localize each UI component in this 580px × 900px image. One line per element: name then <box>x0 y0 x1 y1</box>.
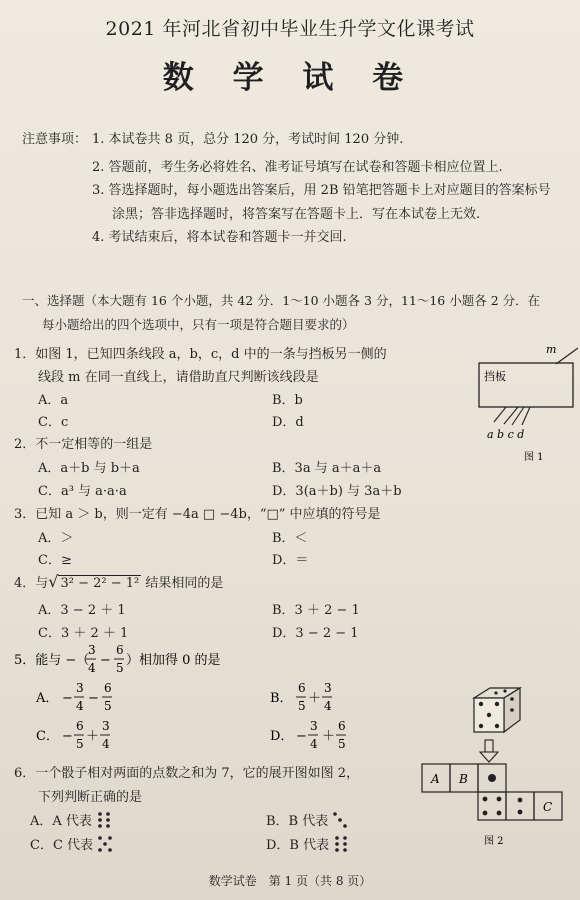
q6-option-a-label: A．A 代表 <box>30 814 92 829</box>
q1-option-c: C．c <box>38 415 69 430</box>
q6-option-d <box>266 834 349 853</box>
page-footer: 数学试卷 第 1 页（共 8 页） <box>208 874 372 888</box>
q5-option-c-label: C． <box>36 729 59 744</box>
q5-a-f2-den: 5 <box>104 699 112 713</box>
fig2-face-four <box>483 797 502 816</box>
q1-stem-line1: 1．如图 1，已知四条线段 a，b，c，d 中的一条与挡板另一侧的 <box>14 347 387 362</box>
fig2-face-two <box>518 798 523 815</box>
q5-stem-post: ）相加得 0 的是 <box>126 653 221 668</box>
q1-option-a: A．a <box>38 393 69 408</box>
q5-c-plus: ＋ <box>86 729 100 744</box>
q5-d-f2-den: 5 <box>338 737 346 751</box>
six-dots-icon <box>333 835 349 853</box>
notice-item-4: 4. 考试结束后，将本试卷和答题卡一并交回. <box>92 230 347 245</box>
fig1-caption: 图 1 <box>524 452 544 463</box>
q5-stem-frac2-den: 5 <box>116 661 124 675</box>
q6-option-d-label: D．B 代表 <box>266 838 330 853</box>
five-dots-icon <box>97 835 113 853</box>
six-dots-icon <box>96 811 112 829</box>
notice-item-3: 3. 答选择题时，每小题选出答案后，用 2B 铅笔把答题卡上对应题目的答案标号 <box>92 183 551 198</box>
q4-stem <box>14 572 223 591</box>
q3-option-c: C．≥ <box>38 553 72 568</box>
q2-option-a: A．a＋b 与 b＋a <box>38 461 140 476</box>
fig1-segment-m <box>556 348 578 364</box>
q2-option-b: B．3a 与 a＋a＋a <box>272 461 382 476</box>
q4-option-c: C．3 ＋ 2 ＋ 1 <box>38 626 129 641</box>
q6-option-a <box>30 810 112 829</box>
q6-stem-line2: 下列判断正确的是 <box>38 790 143 805</box>
q5-option-a-label: A． <box>36 691 59 706</box>
q1-stem-line2: 线段 m 在同一直线上，请借助直尺判断该线段是 <box>38 370 319 385</box>
q2-option-d: D．3(a＋b) 与 3a＋b <box>272 484 402 499</box>
q5-a-minus2: − <box>88 691 99 706</box>
q6-option-b-label: B．B 代表 <box>266 814 329 829</box>
q3-stem: 3．已知 a ＞ b，则一定有 −4a □ −4b，“□” 中应填的符号是 <box>14 507 381 522</box>
q5-math <box>10 640 390 760</box>
fig2-die <box>474 688 520 732</box>
q2-stem: 2．不一定相等的一组是 <box>14 437 153 452</box>
q5-a-f1-num: 3 <box>76 681 84 695</box>
notice-item-2: 2. 答题前，考生务必将姓名、准考证号填写在试卷和答题卡相应位置上. <box>92 160 503 175</box>
fig1-labels-abcd: a b c d <box>487 428 525 441</box>
q5-a-f1-den: 4 <box>76 699 84 713</box>
fig1-segment-a <box>494 407 506 422</box>
fig2-label-b: B <box>459 772 468 786</box>
fig1-segment-c <box>512 407 524 425</box>
q5-c-minus: − <box>62 729 73 744</box>
q5-d-minus: − <box>296 729 307 744</box>
fig1-segment-b <box>504 407 518 424</box>
q5-d-f2-num: 6 <box>338 719 346 733</box>
notice-label: 注意事项： <box>22 132 88 147</box>
q6-option-c-label: C．C 代表 <box>30 838 94 853</box>
q5-c-f2-den: 4 <box>102 737 110 751</box>
q5-b-f1-num: 6 <box>298 681 306 695</box>
q5-option-b-label: B． <box>270 691 293 706</box>
q4-radicand: 3² − 2² − 1² <box>60 576 140 591</box>
three-dots-icon <box>332 811 348 829</box>
down-arrow-icon <box>480 740 498 762</box>
q5-b-f2-num: 3 <box>324 681 332 695</box>
q5-b-plus: ＋ <box>308 691 322 706</box>
figure-2 <box>418 686 578 852</box>
q3-option-d: D．＝ <box>272 553 309 568</box>
q5-c-f2-num: 3 <box>102 719 110 733</box>
q6-stem-line1: 6．一个骰子相对两面的点数之和为 7，它的展开图如图 2， <box>14 766 360 781</box>
q6-option-c <box>30 834 113 853</box>
notice-item-3-cont: 涂黑；答非选择题时，将答案写在答题卡上．写在本试卷上无效. <box>112 207 481 222</box>
q5-b-f2-den: 4 <box>324 699 332 713</box>
q3-option-a: A．＞ <box>38 531 74 546</box>
q5-d-f1-num: 3 <box>310 719 318 733</box>
q5-b-f1-den: 5 <box>298 699 306 713</box>
fig2-label-a: A <box>431 772 440 786</box>
q4-option-b: B．3 ＋ 2 − 1 <box>272 603 360 618</box>
fig1-board-label: 挡板 <box>484 370 506 383</box>
subject-title: 数 学 试 卷 <box>162 60 418 96</box>
fig2-label-c: C <box>543 800 553 814</box>
q5-option-d-label: D． <box>270 729 294 744</box>
q5-c-f1-den: 5 <box>76 737 84 751</box>
q5-c-f1-num: 6 <box>76 719 84 733</box>
q5-stem-frac1-num: 3 <box>88 643 96 657</box>
q1-option-b: B．b <box>272 393 303 408</box>
q3-option-b: B．＜ <box>272 531 308 546</box>
q5-stem-pre: 5．能与 −（ <box>14 653 90 668</box>
q2-option-c: C．a³ 与 a·a·a <box>38 484 127 499</box>
q4-option-d: D．3 − 2 − 1 <box>272 626 359 641</box>
q5-stem-frac2-num: 6 <box>116 643 124 657</box>
section-heading: 一、选择题（本大题有 16 个小题，共 42 分．1～10 小题各 3 分，11～16 小题各 2 分．在 <box>22 293 541 308</box>
fig1-segment-d <box>522 407 530 425</box>
q1-option-d: D．d <box>272 415 304 430</box>
q5-a-f2-num: 6 <box>104 681 112 695</box>
fig1-label-m: m <box>546 343 557 356</box>
notice-item-1: 1. 本试卷共 8 页，总分 120 分，考试时间 120 分钟. <box>92 132 404 147</box>
section-heading-cont: 每小题给出的四个选项中，只有一项是符合题目要求的） <box>42 317 355 332</box>
exam-title: 2021 年河北省初中毕业生升学文化课考试 <box>105 18 475 40</box>
q6-option-b <box>266 810 348 829</box>
fig2-face-one <box>488 774 496 782</box>
figure-1 <box>466 340 578 465</box>
q5-stem-minus: − <box>100 653 111 668</box>
q4-stem-post: 结果相同的是 <box>145 576 224 591</box>
q5-d-f1-den: 4 <box>310 737 318 751</box>
q4-option-a: A．3 − 2 ＋ 1 <box>38 603 126 618</box>
fig2-net <box>422 764 562 820</box>
q5-d-plus: ＋ <box>322 729 336 744</box>
q5-a-minus1: − <box>62 691 73 706</box>
q5-stem-frac1-den: 4 <box>88 661 96 675</box>
fig2-caption: 图 2 <box>484 836 504 847</box>
q4-stem-pre: 4．与 <box>14 576 49 591</box>
sqrt-sign: √ <box>48 572 59 591</box>
